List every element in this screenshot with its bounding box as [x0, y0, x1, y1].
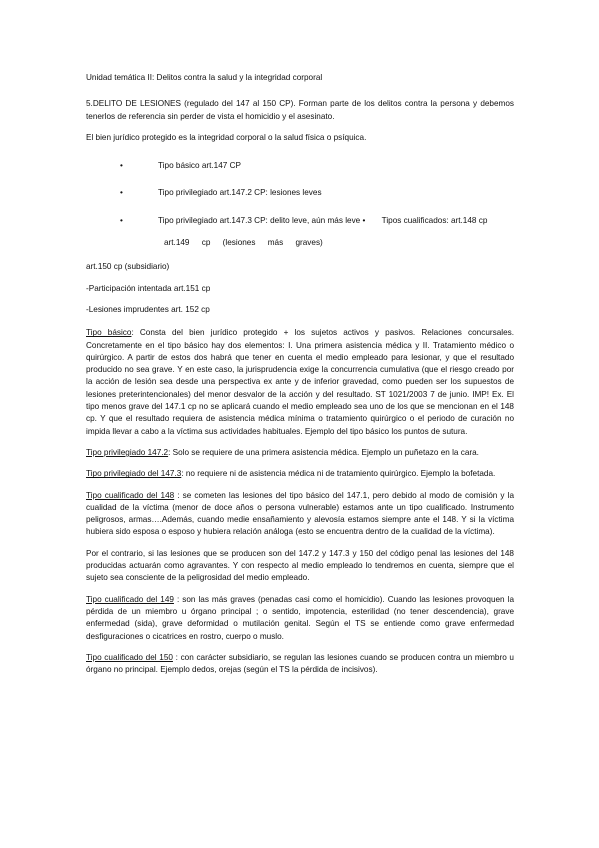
document-title: Unidad temática II: Delitos contra la salud y la integridad corporal [86, 73, 323, 82]
bullet-item-privilegiado-147-2 [86, 187, 514, 199]
tipo-basico-label: Tipo básico [86, 328, 132, 338]
tipo-cual-149-text: : son las más graves (penadas casi como el homicidio). Cuando las lesiones provoquen la pérdida de un miembro u órgano principal ; o sentido, impotencia, esterilidad (no tener descendencia), grave enfermedad (sida), grave deformidad o mutilación genital. Según el TS se entiende como grave enfermedad desfiguraciones o cicatrices en rostro, cuerpo o muslo. [86, 594, 514, 641]
tipo-priv-2-text: : Solo se requiere de una primera asistencia médica. Ejemplo un puñetazo en la cara. [168, 447, 479, 457]
imprudentes-line: -Lesiones imprudentes art. 152 cp [86, 304, 210, 314]
tipo-cual-150-text: : con carácter subsidiario, se regulan las lesiones cuando se producen contra un miembro u órgano no principal. Ejemplo dedos, orejas (según el TS la pérdida de incisivos). [86, 652, 514, 675]
tipo-privilegiado-147-2-paragraph [86, 447, 514, 459]
tipo-priv-2-label: Tipo privilegiado 147.2 [86, 447, 169, 457]
bullet-icon: • [120, 161, 123, 171]
bullet-item-tipo-basico [86, 160, 514, 172]
bullet-icon: • [120, 215, 123, 225]
intro-paragraph: 5.DELITO DE LESIONES (regulado del 147 al 150 CP). Forman parte de los delitos contra la persona y debemos tenerlos de referencia sin perder de vista el homicidio y el asesinato. [86, 99, 514, 121]
tipo-basico-text: : Consta del bien jurídico protegido + los sujetos activos y pasivos. Relaciones concursales. Concretamente en el tipo básico hay dos elementos: I. Una primera asistencia médica y II. Tratamiento médico o quirúrgico. A partir de estos dos habrá que tener en cuenta el medio empleado para lesionar, y que el resultado producido no sea grave. Y en este caso, la jurisprudencia exige la concurrencia cumulativa (que el riesgo creado por la acción de lesión sea desde una perspectiva ex ante y de inferior gravedad, como pueden ser los supuestos de lesiones preterintencionales) del menor desvalor de la acción y del resultado. ST 1021/2003 7 de junio. IMP! Ex. El tipo menos grave del 147.1 cp no se aplicará cuando el medio empleado sea uno de los que se mencionan en el 148 cp. Y que el resultado requiera de asistencia médica mínima o tratamiento quirúrgico o el periodo de curación no impida llevar a cabo a la víctima sus actividades habituales. Ejemplo del tipo básico los puntos de sutura. [86, 328, 514, 436]
bullet-text: Tipo privilegiado art.147.3 CP: delito leve, aún más leve • [158, 215, 366, 225]
tipo-cual-150-label: Tipo cualificado del 150 [86, 652, 173, 662]
tipo-cualificado-149-paragraph [86, 594, 514, 643]
tipo-cual-148-text: : se cometen las lesiones del tipo básico del 147.1, pero debido al modo de comisión y la cualidad de la víctima (menor de doce años o persona vulnerable) estamos ante un tipo cualificado. Instrumento peligrosos, armas….Además, cuando medie ensañamiento y alevosía estamos siempre ante el 148. Y si la víctima hubiera sido esposa o esposo y hubiera relación análoga (esto se encuentra dentro de la cualidad de la víctima). [86, 490, 514, 537]
tipo-priv-3-text: : no requiere ni de asistencia médica ni de tratamiento quirúrgico. Ejemplo la bofetada. [181, 469, 496, 479]
tipo-cual-148-label: Tipo cualificado del 148 [86, 490, 175, 500]
bullet-sub-text: art.149 cp (lesiones más graves) [164, 238, 323, 248]
tipo-priv-3-label: Tipo privilegiado del 147.3 [86, 469, 182, 479]
tipo-privilegiado-147-3-paragraph [86, 468, 514, 480]
tipo-basico-paragraph [86, 327, 514, 438]
bullet-icon: • [120, 188, 123, 198]
bullet-extra-text: Tipos cualificados: art.148 cp [381, 215, 488, 225]
bullet-text: Tipo privilegiado art.147.2 CP: lesiones leves [158, 188, 322, 198]
document-body [86, 72, 514, 685]
bien-juridico-paragraph: El bien jurídico protegido es la integridad corporal o la salud física o psíquica. [86, 132, 367, 142]
tipo-cual-149-label: Tipo cualificado del 149 [86, 594, 174, 604]
bullet-item-privilegiado-147-3 [86, 215, 514, 250]
tipo-cualificado-150-paragraph [86, 652, 514, 677]
tipo-cualificado-148-paragraph [86, 490, 514, 539]
bullet-text: Tipo básico art.147 CP [158, 161, 241, 171]
participacion-line: -Participación intentada art.151 cp [86, 283, 211, 293]
contrario-paragraph: Por el contrario, si las lesiones que se producen son del 147.2 y 147.3 y 150 del código penal las lesiones del 148 producidas actuarán como agravantes. Y con respecto al medio empleado lo tendremos en cuenta, siempre que el sujeto sea consciente de la peligrosidad del medio empleado. [86, 548, 514, 583]
art150-line: art.150 cp (subsidiario) [86, 262, 170, 272]
